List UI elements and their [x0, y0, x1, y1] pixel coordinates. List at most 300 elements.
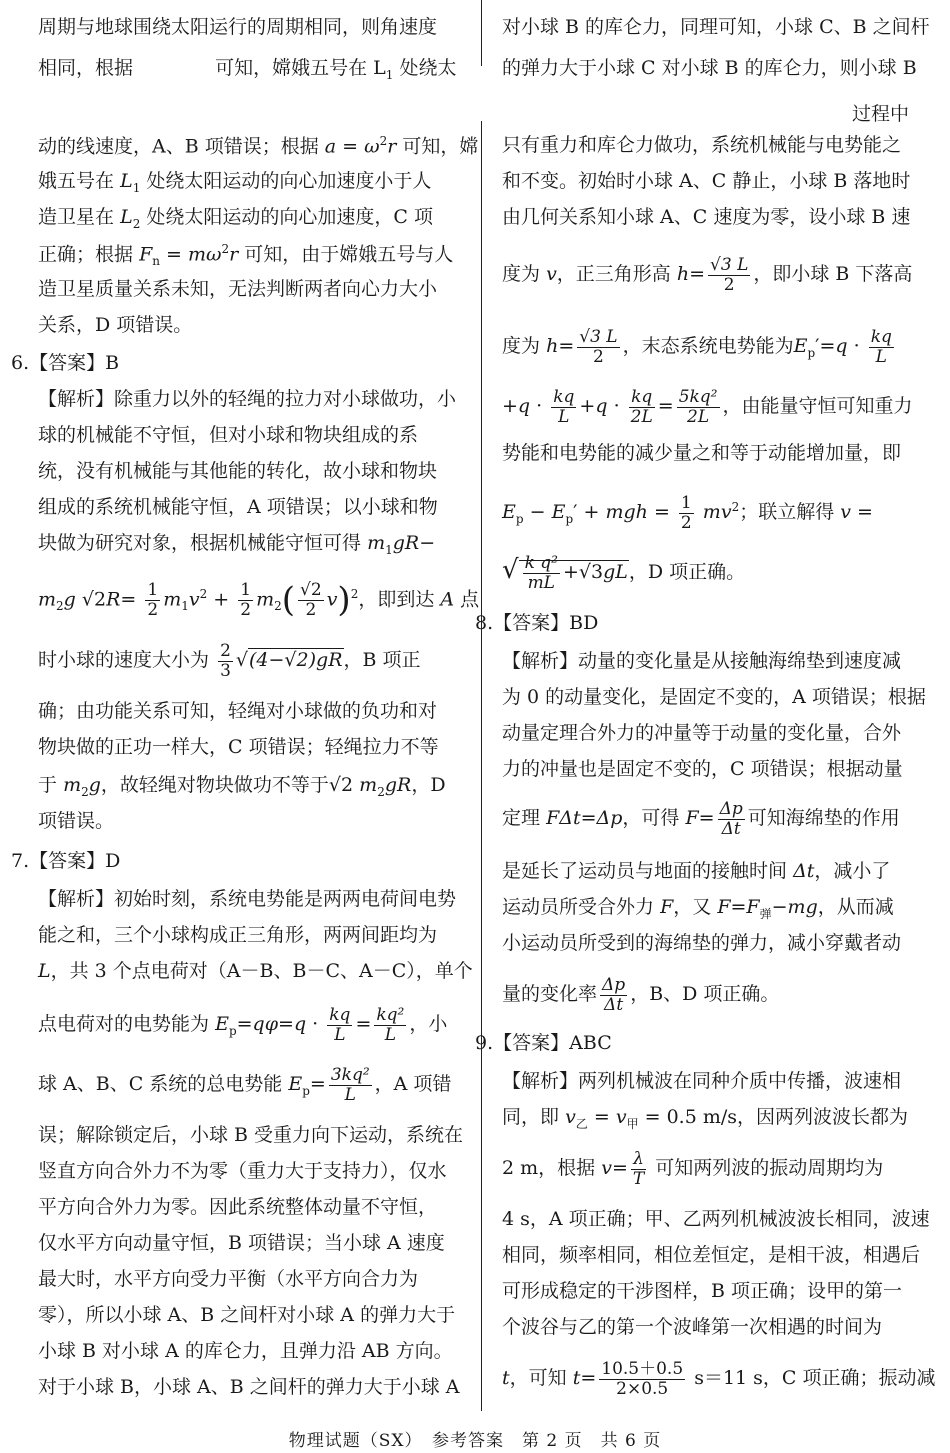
formula-line: [38, 1006, 447, 1044]
math-sqrt: √2: [81, 588, 107, 611]
fraction: [551, 388, 576, 426]
q7-answer-heading: [11, 850, 120, 873]
fraction: [523, 554, 560, 592]
math-var: R: [106, 588, 121, 611]
math-sup: 2: [199, 587, 208, 602]
text-line: 项错误。: [38, 810, 115, 832]
math-sup: 2: [379, 134, 388, 148]
frac-num: Δp: [719, 799, 743, 819]
analysis-tag: 【解析】: [502, 1070, 579, 1092]
text-span: 是延长了运动员与地面的接触时间: [502, 860, 788, 882]
math-var: qφ: [252, 1013, 279, 1036]
analysis-tag: 【解析】: [38, 388, 115, 410]
math-var: h: [676, 263, 690, 286]
formula-line: [502, 328, 897, 366]
frac-num: 1: [240, 580, 252, 601]
text-line: 造卫星质量关系未知，无法判断两者向心力大小: [38, 278, 438, 300]
answer-tag: 【答案】: [493, 1032, 570, 1054]
q6-answer-heading: [11, 352, 119, 375]
text-line: 势能和电势能的减少量之和等于动能增加量，即: [502, 442, 902, 464]
math-op: ·: [312, 1013, 319, 1036]
text-line: 小球 B 对小球 A 的库仑力，且弹力沿 AB 方向。: [38, 1340, 453, 1362]
math-sub: 弹: [759, 906, 772, 921]
text-line: [502, 896, 894, 921]
text-line: 个波谷与乙的第一个波峰第一次相遇的时间为: [502, 1316, 883, 1338]
text-span: = 0.5 m/s，因两列波波长都为: [644, 1106, 909, 1128]
text-line: 可形成稳定的干涉图样，B 项正确；设甲的第一: [502, 1280, 903, 1302]
partial-text-span: 过程中: [852, 103, 910, 125]
math-var: v: [565, 1106, 576, 1128]
math-op: =: [120, 588, 137, 611]
text-span: 点: [460, 588, 480, 611]
fraction: [238, 581, 253, 619]
formula-line: [502, 388, 913, 426]
math-var: g: [88, 774, 101, 796]
math-var: gL: [603, 561, 628, 584]
text-span: 可知，由于嫦娥五号与人: [244, 243, 454, 266]
text-span: ，减小了: [814, 860, 891, 882]
text-span: 除重力以外的轻绳的拉力对小球做功，小: [114, 388, 457, 410]
text-line: 确；由功能关系可知，轻绳对小球做的负功和对: [38, 700, 438, 722]
math-sup: 2: [350, 587, 359, 602]
column-divider: [481, 121, 482, 1411]
math-op: ′=: [815, 335, 836, 358]
math-sub: p: [515, 511, 524, 526]
math-op: +: [502, 395, 518, 418]
math-var: m: [256, 588, 275, 611]
answer-tag: 【答案】: [493, 612, 570, 634]
text-span: ，小: [409, 1013, 448, 1036]
frac-num: 5kq²: [678, 387, 718, 407]
text-line: [38, 170, 431, 195]
frac-num: 10.5＋0.5: [601, 1359, 684, 1379]
text-span: 可知，嫦: [402, 135, 479, 158]
math-op: ·: [613, 395, 620, 418]
math-op: =: [580, 1367, 597, 1390]
frac-num: 1: [147, 580, 159, 601]
text-span: ，B 项正: [343, 649, 421, 672]
math-var: m: [367, 532, 386, 554]
text-line: 仅水平方向动量守恒，B 项错误；当小球 A 速度: [38, 1232, 445, 1254]
frac-num: kq²: [376, 1005, 405, 1025]
frac-num: √3 L: [579, 327, 618, 347]
math-op: =: [166, 243, 182, 266]
math-radicand: [519, 553, 629, 593]
formula-line: [502, 494, 873, 532]
math-var: F: [717, 896, 731, 918]
frac-num: √3 L: [710, 255, 749, 275]
math-sub: 1: [181, 599, 189, 614]
math-op: ·: [853, 335, 860, 358]
text-span: 于: [38, 774, 58, 796]
math-var: v: [615, 1106, 627, 1128]
frac-den: 3: [220, 660, 231, 681]
math-sqrt: √: [502, 555, 519, 586]
math-op: −: [529, 501, 546, 524]
frac-num: Δp: [602, 975, 626, 995]
text-span: 正确；根据: [38, 243, 134, 266]
text-line: 平方向合外力为零。因此系统整体动量不守恒，: [38, 1196, 438, 1218]
formula-line: [38, 580, 479, 621]
frac-den: 2×0.5: [599, 1379, 685, 1399]
text-line: [38, 206, 433, 231]
math-sub: 乙: [575, 1116, 588, 1131]
answer-value: ABC: [569, 1032, 612, 1054]
math-var: FΔt: [546, 807, 581, 830]
math-sup: 2: [221, 242, 230, 256]
math-op: =: [558, 335, 575, 358]
partial-text: [852, 99, 909, 126]
text-span: ，D 项正确。: [628, 561, 746, 584]
answer-value: BD: [569, 612, 599, 634]
text-span: ，D: [411, 774, 446, 796]
formula-line: [38, 642, 421, 680]
math-var: t: [502, 1367, 510, 1390]
math-op: ·: [536, 395, 543, 418]
math-var: Δt: [793, 860, 815, 882]
fraction: [631, 1150, 646, 1188]
math-var: gR: [384, 774, 412, 796]
math-sub: 1: [132, 180, 141, 195]
math-sub: p: [302, 1083, 310, 1098]
frac-den: L: [551, 407, 576, 427]
math-op: =: [309, 1073, 326, 1096]
text-span: s＝11 s，C 项正确；振动减: [694, 1367, 936, 1390]
math-op: =: [611, 1157, 628, 1180]
answer-tag: 【答案】: [29, 352, 106, 374]
q9-answer-heading: [475, 1032, 612, 1055]
math-var: L: [120, 206, 133, 228]
math-var: E: [215, 1013, 229, 1036]
answer-tag: 【答案】: [29, 850, 106, 872]
math-var: gR: [392, 532, 420, 554]
math-var: a: [324, 135, 337, 158]
math-sqrt: √3: [578, 561, 604, 584]
answer-value: B: [105, 352, 120, 374]
fraction: [298, 581, 324, 619]
text-line-clipped: 的弹力大于小球 C 对小球 B 的库仑力，则小球 B: [502, 57, 917, 79]
text-line: [38, 242, 453, 269]
math-var: mv: [702, 501, 732, 524]
math-sub: 甲: [626, 1116, 639, 1131]
math-op: =: [342, 135, 359, 158]
math-op: =: [689, 263, 706, 286]
math-var: F: [139, 243, 153, 266]
math-sub: n: [152, 254, 160, 269]
question-number: 7.: [11, 850, 30, 872]
math-var: E: [502, 501, 516, 524]
text-line: 球的机械能不守恒，但对小球和物块组成的系: [38, 424, 419, 446]
text-span: ，可得: [622, 807, 680, 830]
math-sub: 2: [274, 599, 282, 614]
text-span: ，由能量守恒可知重力: [722, 395, 913, 418]
text-span: 度为: [502, 263, 541, 286]
column-divider-top: [481, 0, 482, 66]
math-var: F: [746, 896, 760, 918]
page-footer: 物理试题（SX） 参考答案 第 2 页 共 6 页: [288, 1431, 662, 1451]
text-line: 能之和，三个小球构成正三角形，两两间距均为: [38, 924, 438, 946]
frac-num: 2: [220, 641, 231, 661]
frac-den: 2L: [677, 407, 720, 427]
text-span: ，又: [673, 896, 712, 918]
formula-line: [38, 1066, 451, 1104]
frac-den: 2: [680, 512, 692, 533]
question-number: 8.: [475, 612, 494, 634]
frac-num: √2: [300, 580, 322, 601]
math-var: m: [38, 588, 57, 611]
math-var: t: [572, 1367, 581, 1390]
formula-line: [502, 554, 745, 592]
math-var: v: [546, 263, 557, 286]
math-var: mgh: [605, 501, 648, 524]
math-sub: 1: [385, 542, 393, 557]
frac-den: 2: [147, 599, 159, 620]
math-var: m: [63, 774, 82, 796]
frac-den: L: [329, 1085, 372, 1105]
fraction: [679, 494, 694, 532]
fraction: [718, 800, 745, 838]
formula-line: [502, 800, 900, 838]
analysis-tag: 【解析】: [38, 888, 115, 910]
text-span: ，即到达: [358, 588, 435, 611]
math-var: E: [793, 335, 808, 358]
text-line: [502, 860, 890, 883]
math-sub: 2: [132, 216, 141, 231]
math-var: F: [660, 896, 674, 918]
text-line: 动量定理合外力的冲量等于动量的变化量，合外: [502, 722, 902, 744]
math-op: −: [771, 896, 788, 918]
math-var: L: [38, 960, 51, 982]
text-span: 娥五号在: [38, 170, 115, 192]
math-var: v: [188, 588, 200, 611]
text-line: 和不变。初始时小球 A、C 静止，小球 B 落地时: [502, 170, 911, 192]
math-sqrt: √2: [328, 774, 354, 796]
text-span: ，共 3 个点电荷对（A－B、B－C、A－C），单个: [50, 960, 473, 982]
fraction: [329, 1066, 372, 1104]
math-var: v: [840, 501, 851, 524]
question-number: 6.: [11, 352, 30, 374]
formula-line: [502, 1360, 936, 1398]
text-line: 组成的系统机械能守恒，A 项错误；以小球和物: [38, 496, 438, 518]
text-span: 动的线速度，A、B 项错误；根据: [38, 135, 319, 158]
math-var: mg: [787, 896, 818, 918]
text-span: 可知，嫦娥五号在 L: [215, 57, 386, 79]
math-sub: p: [807, 345, 816, 360]
text-line: 小运动员所受到的海绵垫的弹力，减小穿戴者动: [502, 932, 902, 954]
text-span: 相同，根据: [38, 57, 134, 79]
fraction: [374, 1006, 406, 1044]
math-op: +: [213, 588, 230, 611]
text-line: [38, 960, 473, 983]
frac-num: 1: [680, 493, 692, 513]
frac-num: kq: [553, 387, 575, 407]
frac-den: L: [374, 1025, 406, 1045]
frac-den: Δt: [600, 995, 627, 1015]
text-line: 最大时，水平方向受力平衡（水平方向合力为: [38, 1268, 419, 1290]
math-var: h: [546, 335, 559, 358]
math-var: L: [120, 170, 133, 192]
frac-num: λ: [633, 1149, 644, 1169]
math-var: q: [293, 1013, 307, 1036]
frac-den: L: [327, 1025, 352, 1045]
text-span: ，从而减: [817, 896, 894, 918]
math-var: r: [229, 243, 239, 266]
fraction: [145, 581, 160, 619]
fraction: [600, 976, 627, 1014]
math-op: +: [579, 395, 596, 418]
text-line: [38, 532, 435, 557]
fraction: [869, 328, 894, 366]
frac-den: 2: [577, 347, 619, 367]
text-span: 块做为研究对象，根据机械能守恒可得: [38, 532, 362, 554]
formula-line: [502, 1150, 883, 1188]
text-line: 对小球 B 的库仑力，同理可知，小球 C、B 之间杆: [502, 16, 930, 38]
fraction: [577, 328, 619, 366]
math-sub: p: [228, 1023, 237, 1038]
text-line: 相同，频率相同，相位差恒定，是相干波，相遇后: [502, 1244, 921, 1266]
frac-num: kq: [631, 387, 653, 407]
math-op: +: [583, 501, 600, 524]
math-sqrt: √: [235, 649, 248, 672]
math-op: ′: [573, 501, 578, 524]
paren: (: [281, 580, 296, 620]
frac-den: 2: [708, 275, 750, 295]
text-span: ，正三角形高: [556, 263, 671, 286]
math-op: =: [355, 1013, 372, 1036]
math-sub: p: [565, 511, 574, 526]
q8-answer-heading: [475, 612, 598, 635]
math-op: =: [730, 896, 747, 918]
math-var: r: [387, 135, 397, 158]
text-span: 时小球的速度大小为: [38, 649, 210, 672]
math-sub: 2: [377, 784, 385, 799]
frac-num: 3kq²: [330, 1065, 370, 1085]
math-op: =: [580, 807, 597, 830]
text-span: 量的变化率: [502, 983, 598, 1006]
frac-den: T: [632, 1168, 645, 1189]
math-var: A: [440, 588, 455, 611]
text-line: 周期与地球围绕太阳运行的周期相同，则角速度: [38, 16, 438, 38]
text-span: 点电荷对的电势能为: [38, 1013, 210, 1036]
frac-num: kq: [329, 1005, 351, 1025]
text-line: [38, 888, 456, 911]
text-span: ，末态系统电势能为: [622, 335, 794, 358]
frac-den: 2L: [630, 406, 653, 427]
text-span: 处绕太: [399, 57, 457, 79]
math-var: v: [601, 1157, 612, 1180]
paren: ): [337, 580, 351, 620]
fraction: [677, 388, 720, 426]
text-line: [38, 134, 478, 158]
math-var: ω: [364, 135, 380, 158]
text-line: 为 0 的动量变化，是固定不变的，A 项错误；根据: [502, 686, 926, 708]
text-line: 由几何关系知小球 A、C 速度为零，设小球 B 速: [502, 206, 911, 228]
math-op: =: [698, 807, 715, 830]
text-line-clipped: [38, 57, 457, 82]
text-span: 处绕太阳运动的向心加速度小于人: [146, 170, 432, 192]
text-span: ，即小球 B 下落高: [753, 263, 913, 286]
text-line: 对于小球 B，小球 A、B 之间杆的弹力大于小球 A: [38, 1376, 460, 1398]
text-span: 初始时刻，系统电势能是两两电荷间电势: [114, 888, 457, 910]
fraction: [327, 1006, 352, 1044]
text-span: ，可知: [509, 1367, 567, 1390]
math-op: +: [562, 561, 579, 584]
frac-den: 2: [240, 599, 252, 620]
math-op: =: [236, 1013, 253, 1036]
text-line: 只有重力和库仑力做功，系统机械能与电势能之: [502, 134, 902, 156]
math-var: mω: [188, 243, 222, 266]
math-var: v: [326, 588, 338, 611]
text-span: 度为: [502, 335, 541, 358]
math-radicand: (4−√2)gR: [249, 649, 343, 672]
frac-num: kq: [870, 327, 892, 347]
text-span: 同，即: [502, 1106, 560, 1128]
text-span: ；联立解得: [739, 501, 835, 524]
text-line: [502, 650, 901, 673]
math-var: E: [551, 501, 566, 524]
text-span: 造卫星在: [38, 206, 115, 228]
math-var: m: [163, 588, 182, 611]
text-line: 零），所以小球 A、B 之间杆对小球 A 的弹力大于: [38, 1304, 456, 1326]
text-span: 两列机械波在同种介质中传播，波速相: [578, 1070, 902, 1092]
text-span: ，A 项错: [374, 1073, 452, 1096]
math-sub: 2: [81, 784, 89, 799]
text-span: 处绕太阳运动的向心加速度，C 项: [146, 206, 433, 228]
frac-den: L: [869, 347, 894, 367]
math-sub: 2: [56, 599, 64, 614]
text-line: [502, 1106, 908, 1131]
text-line: 力的冲量也是固定不变的，C 项错误；根据动量: [502, 758, 903, 780]
text-line: 物块做的正功一样大，C 项错误；轻绳拉力不等: [38, 736, 439, 758]
text-line: 统，没有机械能与其他能的转化，故小球和物块: [38, 460, 438, 482]
text-line: [38, 388, 456, 411]
frac-num: k q²: [524, 553, 558, 573]
text-span: 可知海绵垫的作用: [747, 807, 900, 830]
math-var: q: [595, 395, 608, 418]
text-span: 球 A、B、C 系统的总电势能: [38, 1073, 283, 1096]
text-line: [502, 1070, 901, 1093]
fraction: [599, 1360, 685, 1398]
analysis-tag: 【解析】: [502, 650, 579, 672]
frac-den: 2: [298, 600, 324, 620]
text-span: 2 m，根据: [502, 1157, 596, 1180]
math-var: F: [685, 807, 699, 830]
text-line: 竖直方向合外力不为零（重力大于支持力），仅水: [38, 1160, 447, 1182]
text-span: 定理: [502, 807, 541, 830]
text-span: 1: [385, 67, 394, 82]
question-number: 9.: [475, 1032, 494, 1054]
text-line: 误；解除锁定后，小球 B 受重力向下运动，系统在: [38, 1124, 464, 1146]
text-span: 运动员所受合外力: [502, 896, 655, 918]
math-var: q: [517, 395, 531, 418]
answer-value: D: [105, 850, 121, 872]
fraction: [218, 642, 233, 680]
math-op: =: [278, 1013, 294, 1036]
math-var: Δp: [596, 807, 623, 830]
formula-line: [502, 976, 779, 1014]
formula-line: [502, 256, 912, 294]
text-line: 4 s，A 项正确；甲、乙两列机械波波长相同，波速: [502, 1208, 930, 1230]
math-var: g: [63, 588, 76, 611]
fraction: [629, 388, 655, 426]
math-op: =: [593, 1106, 610, 1128]
math-op: =: [857, 501, 873, 524]
math-op: −: [419, 532, 436, 554]
text-span: ，故轻绳对物块做功不等于: [100, 774, 329, 796]
frac-den: Δt: [718, 819, 745, 839]
math-op: =: [653, 501, 670, 524]
frac-den: mL: [523, 573, 560, 593]
